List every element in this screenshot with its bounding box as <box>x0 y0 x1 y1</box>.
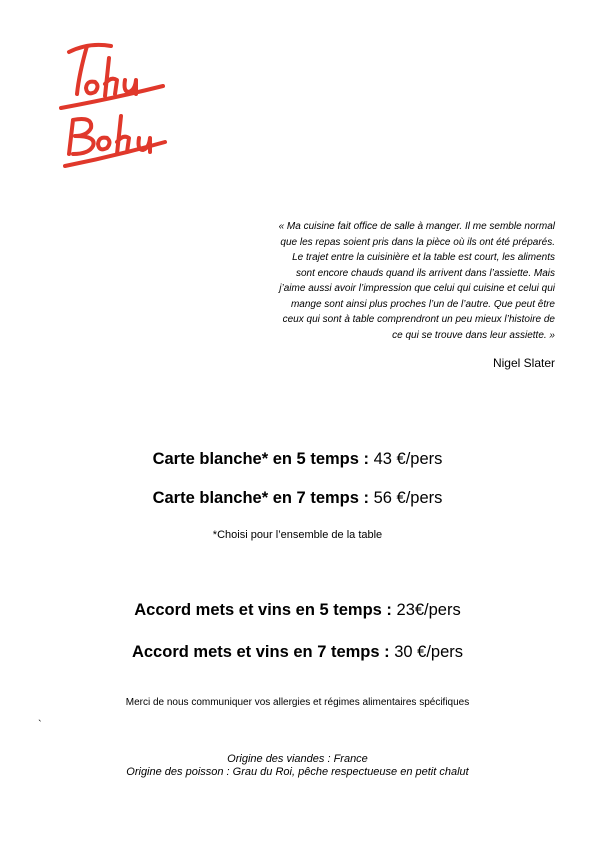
carte-blanche-5-line <box>0 450 595 469</box>
tohu-bohu-logo <box>55 38 175 170</box>
carte-blanche-5-label: Carte blanche* en 5 temps <box>152 450 359 468</box>
price-separator: : <box>381 601 397 619</box>
quote-block <box>190 219 555 343</box>
accord-7-label: Accord mets et vins en 7 temps <box>131 643 380 661</box>
stray-mark: ` <box>38 719 42 731</box>
accord-5-price: 23€/pers <box>396 601 461 619</box>
carte-blanche-5-price: 43 €/pers <box>373 450 443 468</box>
price-separator: : <box>358 489 374 507</box>
price-separator: : <box>358 450 374 468</box>
price-separator: : <box>379 643 395 661</box>
quote-line: ceux qui sont à table comprendront un peu mieux l’histoire de <box>282 314 555 325</box>
carte-blanche-7-price: 56 €/pers <box>373 489 443 507</box>
accord-5-label: Accord mets et vins en 5 temps <box>134 601 382 619</box>
carte-blanche-7-label: Carte blanche* en 7 temps <box>152 489 359 507</box>
allergies-notice: Merci de nous communiquer vos allergies et régimes alimentaires spécifiques <box>125 697 470 708</box>
quote-line: sont encore chauds quand ils arrivent dans l’assiette. Mais <box>295 267 555 279</box>
accord-7-price: 30 €/pers <box>394 643 464 661</box>
quote-line: Le trajet entre la cuisinière et la table est court, les aliments <box>292 252 555 263</box>
quote-author: Nigel Slater <box>492 356 555 370</box>
quote-line: mange sont ainsi plus proches l’un de l’autre. Que peut être <box>290 298 555 310</box>
origin-fish: Origine des poisson : Grau du Roi, pêche respectueuse en petit chalut <box>126 766 469 778</box>
accord-7-line <box>0 643 595 662</box>
accord-5-line <box>0 601 595 620</box>
quote-line: « Ma cuisine fait office de salle à manger. Il me semble normal <box>278 221 555 232</box>
carte-blanche-note: *Choisi pour l’ensemble de la table <box>212 529 383 541</box>
origin-meat: Origine des viandes : France <box>227 753 368 765</box>
quote-line: j’aime aussi avoir l’impression que celui qui cuisine et celui qui <box>279 283 555 294</box>
quote-line: que les repas soient pris dans la pièce où ils ont été préparés. <box>280 236 555 248</box>
quote-line: ce qui se trouve dans leur assiette. » <box>392 329 555 341</box>
carte-blanche-7-line <box>0 489 595 508</box>
